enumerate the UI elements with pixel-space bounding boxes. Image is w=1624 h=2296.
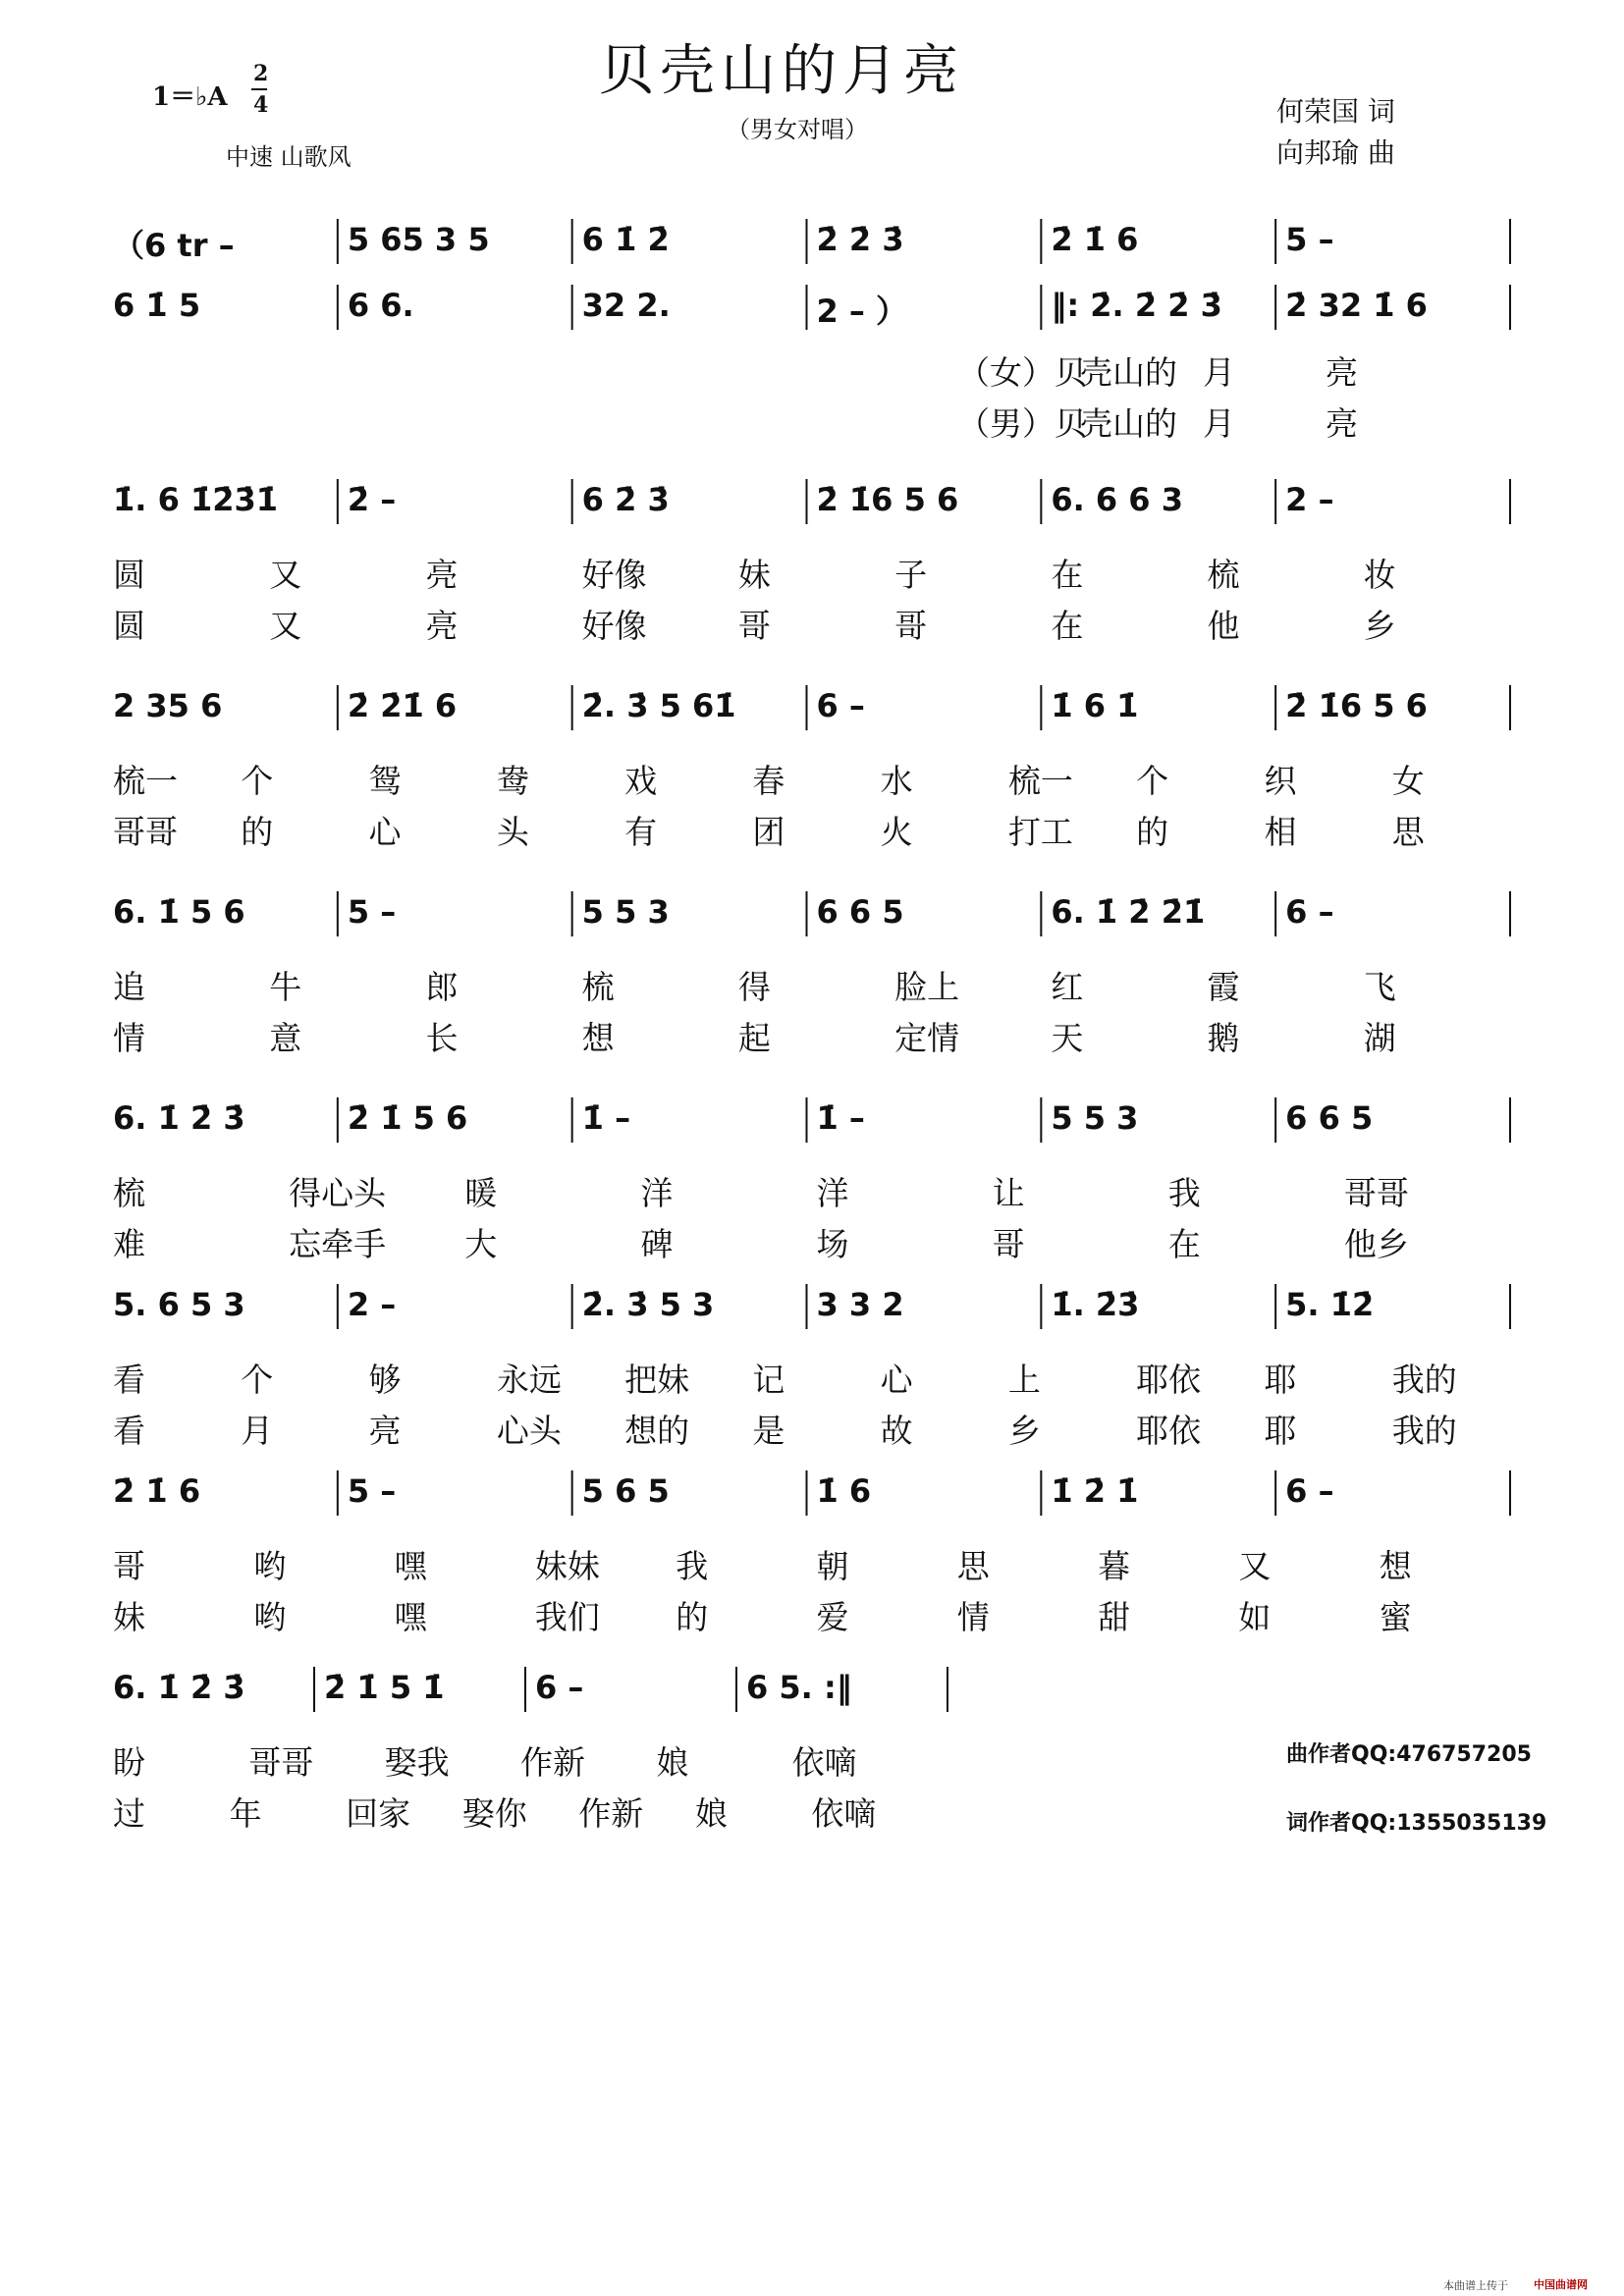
lyric-female: 妆 [1363, 556, 1396, 594]
lyric-male: 耶 [1264, 1412, 1297, 1450]
measure-notes: 2̇ 1̇6 5 6 [816, 481, 959, 518]
measure-notes: 2̇. 3̇ 5 3 [581, 1286, 715, 1323]
lyric-male: 故 [880, 1412, 913, 1450]
lyric-male: 我的 [1391, 1412, 1457, 1450]
barlines [0, 1467, 1624, 1525]
lyric-female: 牛 [269, 968, 302, 1006]
measure-notes: （6 tr – [113, 227, 235, 264]
lyric-male: 壳山的 [1080, 404, 1177, 443]
measure-notes: 6 6 5 [816, 893, 904, 931]
lyric-male: 情 [956, 1598, 990, 1636]
music-system [0, 1286, 1624, 1450]
lyric-female: 依嘀 [791, 1743, 857, 1782]
lyric-female: 圆 [113, 556, 145, 594]
measure-notes: 32 2. [581, 287, 671, 324]
lyric-female: 暮 [1098, 1547, 1131, 1585]
measure-notes: 1̇ 6 1̇ [1051, 687, 1139, 724]
measure-notes: 6 2̇ 3̇ [581, 481, 670, 518]
site-logo-text: 中国曲谱网 [1534, 2278, 1588, 2291]
composer-credit: 向邦瑜 曲 [1276, 136, 1395, 169]
lyric-male: 哥 [737, 607, 771, 645]
lyric-female: 作新 [520, 1743, 585, 1782]
lyric-male: 团 [752, 813, 785, 851]
time-signature-line [251, 88, 267, 90]
lyric-female: 女 [1391, 762, 1425, 800]
measure-notes: 2̇ 1̇ 5 1̇ [324, 1669, 445, 1706]
music-system [0, 1099, 1624, 1263]
measure-notes: 5 – [347, 893, 397, 931]
lyric-female: 洋 [816, 1174, 849, 1212]
music-system [0, 687, 1624, 851]
lyric-male: 好像 [581, 607, 647, 645]
upload-note: 本曲谱上传于 [1443, 2279, 1508, 2292]
lyric-female: 霞 [1207, 968, 1240, 1006]
measure-notes: 1̇. 6 1̇2̇3̇1̇ [113, 481, 279, 518]
lyric-female: 嘿 [394, 1547, 427, 1585]
lyric-female: 郎 [425, 968, 459, 1006]
measure-notes: 2̇ 32 1̇ 6 [1285, 287, 1428, 324]
lyric-male: 长 [425, 1019, 459, 1057]
lyric-male: 碑 [640, 1225, 674, 1263]
lyric-male: 难 [113, 1225, 145, 1263]
measure-notes: 1̇. 2̇3̇ [1051, 1286, 1140, 1323]
lyric-male: 思 [1391, 813, 1425, 851]
lyric-male: 圆 [113, 607, 145, 645]
lyric-female: 耶依 [1136, 1361, 1202, 1399]
lyric-male: 哥 [894, 607, 928, 645]
measure-notes: 6. 6 6 3 [1051, 481, 1183, 518]
lyric-female: 壳山的 [1080, 353, 1177, 392]
lyric-male: 意 [269, 1019, 302, 1057]
measure-notes: 6 6. [347, 287, 414, 324]
lyric-female: 在 [1051, 556, 1084, 594]
measure-notes: 6. 1̇ 2̇ 2̇1̇ [1051, 893, 1206, 931]
lyric-male: 他 [1207, 607, 1240, 645]
lyric-female: 鸯 [496, 762, 529, 800]
lyric-female: 追 [113, 968, 145, 1006]
lyric-male: 场 [816, 1225, 849, 1263]
lyric-female: 梳 [581, 968, 615, 1006]
measure-notes: 2̇ 2̇1̇ 6 [347, 687, 458, 724]
lyric-female: 月 [1203, 353, 1235, 392]
lyric-male: 亮 [1326, 404, 1358, 443]
lyric-male: 乡 [1007, 1412, 1041, 1450]
measure-notes: 2̇ 2̇ 3̇ [816, 221, 904, 258]
measure-notes: 6. 1̇ 2̇ 3̇ [113, 1669, 245, 1706]
lyric-male: 情 [113, 1019, 145, 1057]
measure-notes: 6 – [816, 687, 865, 724]
lyric-male: 忘牵手 [289, 1225, 387, 1263]
lyric-male: 湖 [1363, 1019, 1396, 1057]
lyric-female: 子 [894, 556, 928, 594]
lyric-female: 我的 [1391, 1361, 1457, 1399]
lyric-male: 心 [368, 813, 402, 851]
lyric-male: 想的 [624, 1412, 690, 1450]
measure-notes: 5 5 3 [1051, 1099, 1139, 1137]
measure-notes: 6 – [535, 1669, 584, 1706]
measure-notes: 6. 1̇ 2̇ 3̇ [113, 1099, 245, 1137]
lyric-female: 把妹 [624, 1361, 690, 1399]
lyric-female: 洋 [640, 1174, 674, 1212]
lyric-female: 得 [737, 968, 771, 1006]
lyric-female: 个 [241, 1361, 274, 1399]
lyric-male: 作新 [578, 1794, 644, 1833]
lyric-male: 如 [1238, 1598, 1272, 1636]
lyric-male: 大 [464, 1225, 498, 1263]
lyric-female: 个 [241, 762, 274, 800]
lyric-male: 他乡 [1343, 1225, 1409, 1263]
lyric-female: 梳 [113, 1174, 145, 1212]
music-system [0, 481, 1624, 645]
song-subtitle: （男女对唱） [727, 116, 868, 143]
lyric-female: 哥哥 [1343, 1174, 1409, 1212]
lyric-male: 火 [880, 813, 913, 851]
lyric-female: 红 [1051, 968, 1084, 1006]
measure-notes: 6 1̇ 2̇ [581, 221, 670, 258]
lyric-female: 戏 [624, 762, 658, 800]
measure-notes: 1̇ 2̇ 1̇ [1051, 1472, 1139, 1510]
lyric-male: 的 [1136, 813, 1169, 851]
lyric-female: 我 [676, 1547, 709, 1585]
lyric-male: 亮 [368, 1412, 402, 1450]
lyric-female: 又 [1238, 1547, 1272, 1585]
lyric-female: 心 [880, 1361, 913, 1399]
lyric-female: 上 [1007, 1361, 1041, 1399]
lyric-female: 让 [992, 1174, 1025, 1212]
measure-notes: 2̇. 3̇ 5 61̇ [581, 687, 736, 724]
lyric-female: 朝 [816, 1547, 849, 1585]
music-system [0, 287, 1624, 443]
measure-notes: 2̇ – [347, 481, 397, 518]
lyric-male: 鹅 [1207, 1019, 1240, 1057]
lyric-female: 个 [1136, 762, 1169, 800]
lyric-female: 春 [752, 762, 785, 800]
lyric-female: 哥 [113, 1547, 145, 1585]
lyric-female: 耶 [1264, 1361, 1297, 1399]
measure-notes: 6 6 5 [1285, 1099, 1374, 1137]
lyric-female: 梳 [1207, 556, 1240, 594]
measure-notes: ‖: 2̇. 2̇ 2̇ 3̇ [1051, 287, 1222, 324]
measure-notes: 3 3 2 [816, 1286, 904, 1323]
lyric-male: 娘 [694, 1794, 728, 1833]
lyric-female: 哟 [253, 1547, 287, 1585]
lyric-female: 亮 [1326, 353, 1358, 392]
lyric-male: 看 [113, 1412, 145, 1450]
measure-notes: 6. 1̇ 5 6 [113, 893, 245, 931]
measure-notes: 6 – [1285, 893, 1334, 931]
lyric-female: 脸上 [894, 968, 960, 1006]
time-signature-bottom: 4 [253, 92, 269, 118]
measure-notes: 5 65 3 5 [347, 221, 490, 258]
measure-notes: 6 – [1285, 1472, 1334, 1510]
lyric-female: 娘 [656, 1743, 689, 1782]
composer-qq: 曲作者QQ:476757205 [1286, 1742, 1532, 1767]
lyric-female: 梳一 [113, 762, 178, 800]
lyric-male: 爱 [816, 1598, 849, 1636]
lyric-female: 得心头 [289, 1174, 387, 1212]
lyric-female: 我 [1167, 1174, 1201, 1212]
lyric-male: 亮 [425, 607, 459, 645]
measure-notes: 6 5. :‖ [746, 1669, 852, 1706]
lyric-female: 思 [956, 1547, 990, 1585]
lyric-male: 在 [1051, 607, 1084, 645]
lyric-female: 鸳 [368, 762, 402, 800]
lyric-male: 哥 [992, 1225, 1025, 1263]
lyric-male: 在 [1167, 1225, 1201, 1263]
lyric-male: 的 [676, 1598, 709, 1636]
lyric-male: 依嘀 [811, 1794, 877, 1833]
lyric-female: 够 [368, 1361, 402, 1399]
lyric-male: 又 [269, 607, 302, 645]
lyric-male: 乡 [1363, 607, 1396, 645]
lyric-female: 飞 [1363, 968, 1396, 1006]
lyric-female: 亮 [425, 556, 459, 594]
lyric-female: 娶我 [384, 1743, 450, 1782]
measure-notes: 5 – [1285, 221, 1334, 258]
lyric-female: 妹妹 [534, 1547, 600, 1585]
measure-notes: 5. 6 5 3 [113, 1286, 245, 1323]
lyric-male: 蜜 [1379, 1598, 1412, 1636]
lyric-male: 妹 [113, 1598, 145, 1636]
lyricist-qq: 词作者QQ:1355035139 [1286, 1811, 1547, 1836]
lyric-male: 想 [581, 1019, 615, 1057]
lyric-female: 想 [1379, 1547, 1412, 1585]
measure-notes: 2̇ 1̇ 6 [113, 1472, 201, 1510]
tempo-marking: 中速 山歌风 [226, 143, 352, 171]
measure-notes: 1̇ – [581, 1099, 631, 1137]
lyric-male: 起 [737, 1019, 771, 1057]
lyric-male: 哥哥 [113, 813, 178, 851]
measure-notes: 2̇ 1̇ 6 [1051, 221, 1139, 258]
lyric-male: 天 [1051, 1019, 1084, 1057]
measure-notes: 5 5 3 [581, 893, 670, 931]
lyric-male: （男）贝 [957, 404, 1087, 443]
measure-notes: 2 – [1285, 481, 1334, 518]
key-signature: 1＝♭A [152, 82, 228, 112]
lyric-female: 梳一 [1007, 762, 1073, 800]
lyric-male: 甜 [1098, 1598, 1131, 1636]
measure-notes: 2 – [347, 1286, 397, 1323]
lyric-male: 回家 [346, 1794, 411, 1833]
lyric-female: 又 [269, 556, 302, 594]
lyric-male: 娶你 [461, 1794, 527, 1833]
lyric-male: 过 [113, 1794, 145, 1833]
measure-notes: 5 6 5 [581, 1472, 670, 1510]
lyric-female: 织 [1264, 762, 1297, 800]
lyric-female: 盼 [113, 1743, 145, 1782]
measure-notes: 6 1̇ 5 [113, 287, 201, 324]
lyricist-credit: 何荣国 词 [1276, 95, 1395, 128]
lyric-male: 是 [752, 1412, 785, 1450]
lyric-female: 看 [113, 1361, 145, 1399]
lyric-male: 打工 [1007, 813, 1073, 851]
lyric-male: 相 [1264, 813, 1297, 851]
measure-notes: 5. 1̇2̇ [1285, 1286, 1375, 1323]
lyric-male: 头 [496, 813, 529, 851]
lyric-male: 嘿 [394, 1598, 427, 1636]
lyric-female: 记 [752, 1361, 785, 1399]
lyric-female: 永远 [496, 1361, 562, 1399]
lyric-female: 好像 [581, 556, 647, 594]
lyric-female: 暖 [464, 1174, 498, 1212]
measure-notes: 1̇ 6 [816, 1472, 872, 1510]
music-system [0, 1472, 1624, 1636]
lyric-male: 心头 [496, 1412, 562, 1450]
measure-notes: 2̇ 1̇ 5 6 [347, 1099, 468, 1137]
measure-notes: 2 35 6 [113, 687, 223, 724]
lyric-male: 哟 [253, 1598, 287, 1636]
lyric-male: 月 [1203, 404, 1235, 443]
measure-notes: 5 – [347, 1472, 397, 1510]
lyric-female: 水 [880, 762, 913, 800]
lyric-male: 月 [241, 1412, 274, 1450]
lyric-male: 有 [624, 813, 658, 851]
measure-notes: 2 – ） [816, 293, 908, 330]
lyric-male: 定情 [894, 1019, 960, 1057]
lyric-male: 的 [241, 813, 274, 851]
lyric-male: 年 [229, 1794, 262, 1833]
lyric-male: 耶依 [1136, 1412, 1202, 1450]
lyric-female: 哥哥 [248, 1743, 314, 1782]
time-signature-top: 2 [253, 61, 269, 86]
music-system [0, 893, 1624, 1057]
barlines [0, 215, 1624, 274]
song-title: 贝壳山的月亮 [599, 39, 964, 103]
lyric-female: （女）贝 [957, 353, 1087, 392]
lyric-female: 妹 [737, 556, 771, 594]
measure-notes: 1̇ – [816, 1099, 865, 1137]
measure-notes: 2̇ 1̇6 5 6 [1285, 687, 1428, 724]
lyric-male: 我们 [534, 1598, 600, 1636]
